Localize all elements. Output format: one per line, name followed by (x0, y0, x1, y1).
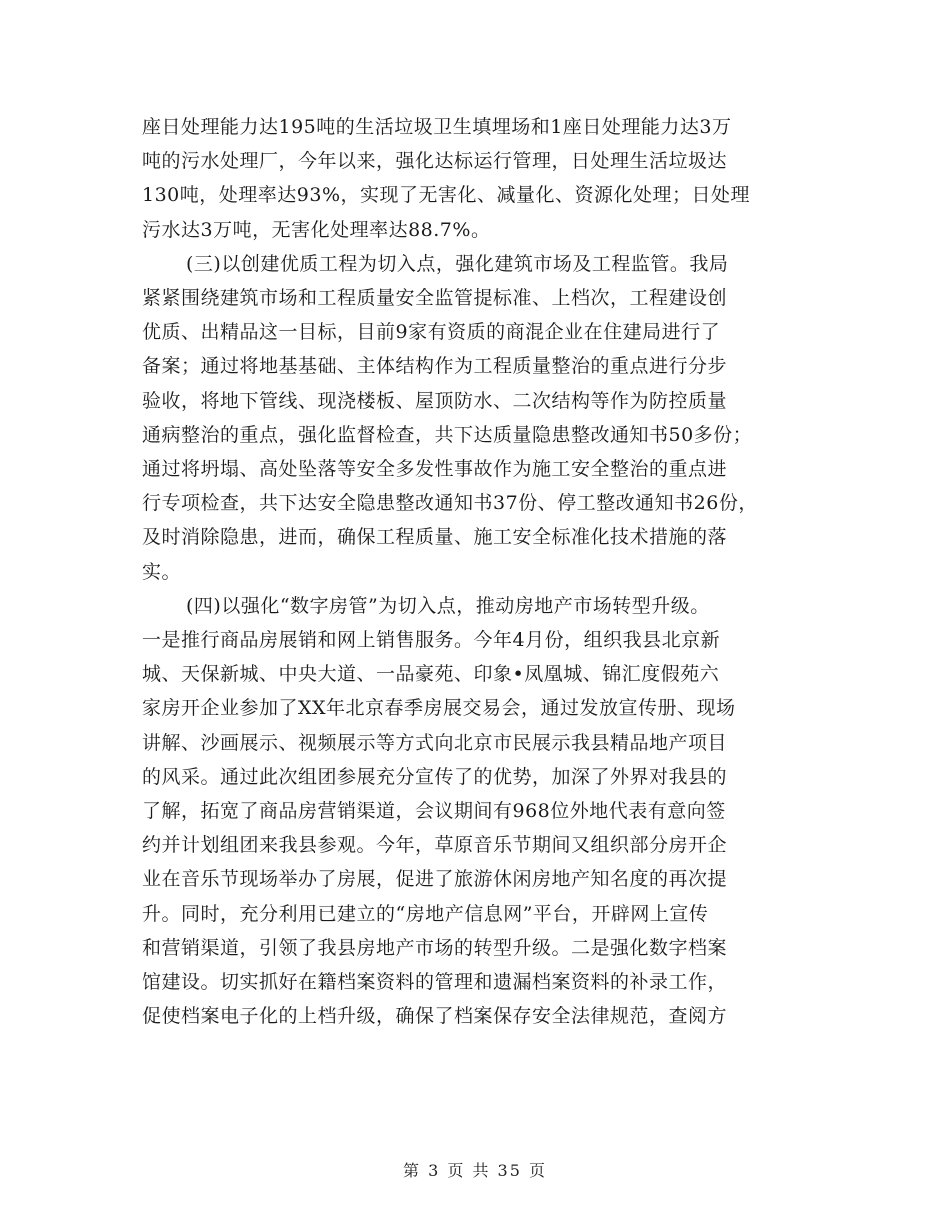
text-line: 家房开企业参加了XX年北京春季房展交易会，通过发放宣传册、现场 (142, 697, 736, 720)
text-line: 验收，将地下管线、现浇楼板、屋顶防水、二次结构等作为防控质量 (142, 389, 728, 412)
text-line: 优质、出精品这一目标，目前9家有资质的商混企业在住建局进行了 (142, 321, 721, 344)
text-line: 升。同时，充分利用已建立的“房地产信息网”平台，开辟网上宣传 (142, 902, 709, 925)
text-line: 及时消除隐患，进而，确保工程质量、施工安全标准化技术措施的落 (142, 526, 728, 549)
text-line: 了解，拓宽了商品房营销渠道，会议期间有968位外地代表有意向签 (142, 800, 726, 823)
text-line: 城、天保新城、中央大道、一品豪苑、印象•凤凰城、锦汇度假苑六 (142, 663, 720, 686)
text-line: (三)以创建优质工程为切入点，强化建筑市场及工程监管。我局 (186, 252, 729, 275)
text-line: 通过将坍塌、高处坠落等安全多发性事故作为施工安全整治的重点进 (142, 458, 728, 481)
text-line: 通病整治的重点，强化监督检查，共下达质量隐患整改通知书50多份； (142, 423, 753, 446)
text-line: 紧紧围绕建筑市场和工程质量安全监管提标准、上档次，工程建设创 (142, 287, 728, 310)
page-footer: 第 3 页 共 35 页 (403, 1161, 547, 1180)
text-line: 座日处理能力达195吨的生活垃圾卫生填埋场和1座日处理能力达3万 (142, 116, 732, 138)
text-line: 备案；通过将地基基础、主体结构作为工程质量整治的重点进行分步 (142, 355, 728, 378)
text-line: 一是推行商品房展销和网上销售服务。今年4月份，组织我县北京新 (142, 629, 721, 652)
document-body (142, 110, 832, 1033)
text-line: (四)以强化“数字房管”为切入点，推动房地产市场转型升级。 (186, 594, 710, 617)
text-line: 讲解、沙画展示、视频展示等方式向北京市民展示我县精品地产项目 (142, 731, 728, 754)
text-line: 130吨，处理率达93%，实现了无害化、减量化、资源化处理；日处理 (142, 184, 750, 207)
text-line: 实。 (142, 560, 182, 583)
text-line: 馆建设。切实抓好在籍档案资料的管理和遗漏档案资料的补录工作， (142, 971, 728, 994)
text-line: 促使档案电子化的上档升级，确保了档案保存安全法律规范，查阅方 (142, 1005, 728, 1028)
text-line: 吨的污水处理厂，今年以来，强化达标运行管理，日处理生活垃圾达 (142, 150, 728, 173)
text-line: 业在音乐节现场举办了房展，促进了旅游休闲房地产知名度的再次提 (142, 868, 728, 891)
text-line: 和营销渠道，引领了我县房地产市场的转型升级。二是强化数字档案 (142, 936, 728, 959)
text-line: 的风采。通过此次组团参展充分宣传了的优势，加深了外界对我县的 (142, 765, 728, 788)
text-line: 约并计划组团来我县参观。今年，草原音乐节期间又组织部分房开企 (142, 834, 728, 857)
text-line: 行专项检查，共下达安全隐患整改通知书37份、停工整改通知书26份， (142, 492, 758, 515)
text-line: 污水达3万吨，无害化处理率达88.7%。 (142, 218, 491, 241)
